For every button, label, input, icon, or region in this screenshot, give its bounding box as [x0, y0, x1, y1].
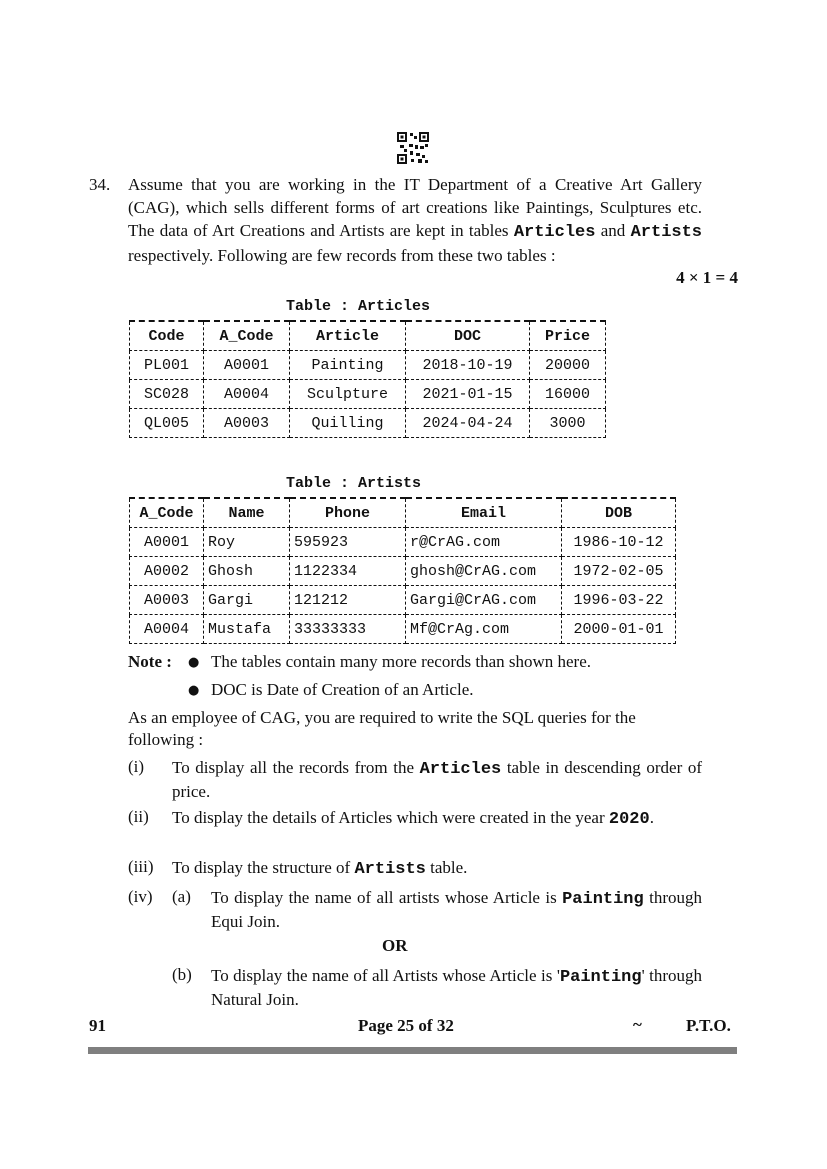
table-row: [130, 615, 676, 644]
table-row: [130, 586, 676, 615]
table-cell: 1996-03-22: [562, 586, 676, 615]
footer-tilde: ~: [633, 1015, 642, 1034]
table-cell: Gargi@CrAG.com: [406, 586, 562, 615]
qr-code: [396, 131, 430, 165]
table-header-cell: DOC: [406, 321, 530, 351]
table-cell: 121212: [290, 586, 406, 615]
table-cell: Sculpture: [290, 380, 406, 409]
table-header-cell: A_Code: [130, 498, 204, 528]
table-header-cell: Price: [530, 321, 606, 351]
table-header-row: [130, 498, 676, 528]
table-cell: 1986-10-12: [562, 528, 676, 557]
table-cell: 1122334: [290, 557, 406, 586]
question-number: 34.: [89, 175, 111, 194]
table-cell: A0003: [204, 409, 290, 438]
footer-pto: P.T.O.: [686, 1016, 731, 1035]
table-cell: r@CrAG.com: [406, 528, 562, 557]
table-header-cell: Phone: [290, 498, 406, 528]
table-cell: Mf@CrAg.com: [406, 615, 562, 644]
item-number: (iv): [128, 887, 153, 906]
table-row: [130, 528, 676, 557]
table-cell: 1972-02-05: [562, 557, 676, 586]
table-cell: ghosh@CrAG.com: [406, 557, 562, 586]
table-cell: A0004: [130, 615, 204, 644]
item-number: (i): [128, 757, 145, 776]
table-row: [130, 351, 606, 380]
table-cell: A0003: [130, 586, 204, 615]
table-header-cell: Email: [406, 498, 562, 528]
note-bullet-2: DOC is Date of Creation of an Article.: [211, 680, 474, 699]
table-row: [130, 409, 606, 438]
item-text: To display the details of Articles which were created in the year 2020.: [172, 808, 654, 829]
footer-rule: [88, 1047, 737, 1054]
table-cell: A0001: [204, 351, 290, 380]
table-cell: 2021-01-15: [406, 380, 530, 409]
instruction-text: As an employee of CAG, you are required to write the SQL queries for the following :: [128, 708, 636, 749]
table-header-cell: Code: [130, 321, 204, 351]
table-cell: QL005: [130, 409, 204, 438]
table-cell: Quilling: [290, 409, 406, 438]
table-cell: 20000: [530, 351, 606, 380]
table-row: [130, 380, 606, 409]
table-header-row: [130, 321, 606, 351]
question-intro: Assume that you are working in the IT Department of a Creative Art Gallery (CAG), which sells different forms of art creations like Paintings, Sculptures etc. The data of Art Creations and Artists are kept in tables Articles and Artists respectively. Following are few records from these two tables :: [128, 175, 703, 265]
table-cell: 3000: [530, 409, 606, 438]
table-header-cell: Article: [290, 321, 406, 351]
item-number: (ii): [128, 807, 149, 826]
footer-code: 91: [89, 1016, 106, 1035]
sub-item-number: (b): [172, 965, 192, 984]
table-cell: 595923: [290, 528, 406, 557]
table-cell: Painting: [290, 351, 406, 380]
artists-table-caption: Table : Artists: [286, 475, 422, 492]
table-cell: 2024-04-24: [406, 409, 530, 438]
table-cell: 16000: [530, 380, 606, 409]
sub-item-number: (a): [172, 887, 191, 906]
marks: 4 × 1 = 4: [676, 268, 738, 287]
table-cell: 33333333: [290, 615, 406, 644]
table-cell: A0004: [204, 380, 290, 409]
or-separator: OR: [382, 936, 408, 955]
table-row: [130, 557, 676, 586]
table-cell: SC028: [130, 380, 204, 409]
bullet-icon: ●: [188, 683, 200, 698]
table-cell: A0001: [130, 528, 204, 557]
item-text: To display the structure of Artists table.: [172, 858, 468, 879]
articles-table-caption: Table : Articles: [286, 298, 431, 315]
table-cell: Roy: [204, 528, 290, 557]
table-header-cell: A_Code: [204, 321, 290, 351]
table-header-cell: Name: [204, 498, 290, 528]
table-cell: Mustafa: [204, 615, 290, 644]
note-bullet-1: The tables contain many more records than shown here.: [211, 652, 592, 671]
sub-item-text: To display the name of all Artists whose Article is 'Painting' through Natural Join.: [211, 966, 702, 1009]
articles-table: [129, 320, 606, 438]
table-header-cell: DOB: [562, 498, 676, 528]
artists-table: [129, 497, 676, 644]
item-number: (iii): [128, 857, 154, 876]
table-cell: Gargi: [204, 586, 290, 615]
sub-item-text: To display the name of all artists whose Article is Painting through Equi Join.: [211, 888, 702, 931]
item-text: To display all the records from the Articles table in descending order of price.: [172, 758, 702, 801]
footer-page-number: Page 25 of 32: [358, 1016, 454, 1035]
table-cell: 2018-10-19: [406, 351, 530, 380]
note-label: Note :: [128, 652, 172, 671]
table-cell: PL001: [130, 351, 204, 380]
table-cell: A0002: [130, 557, 204, 586]
bullet-icon: ●: [188, 655, 200, 670]
table-cell: Ghosh: [204, 557, 290, 586]
table-cell: 2000-01-01: [562, 615, 676, 644]
